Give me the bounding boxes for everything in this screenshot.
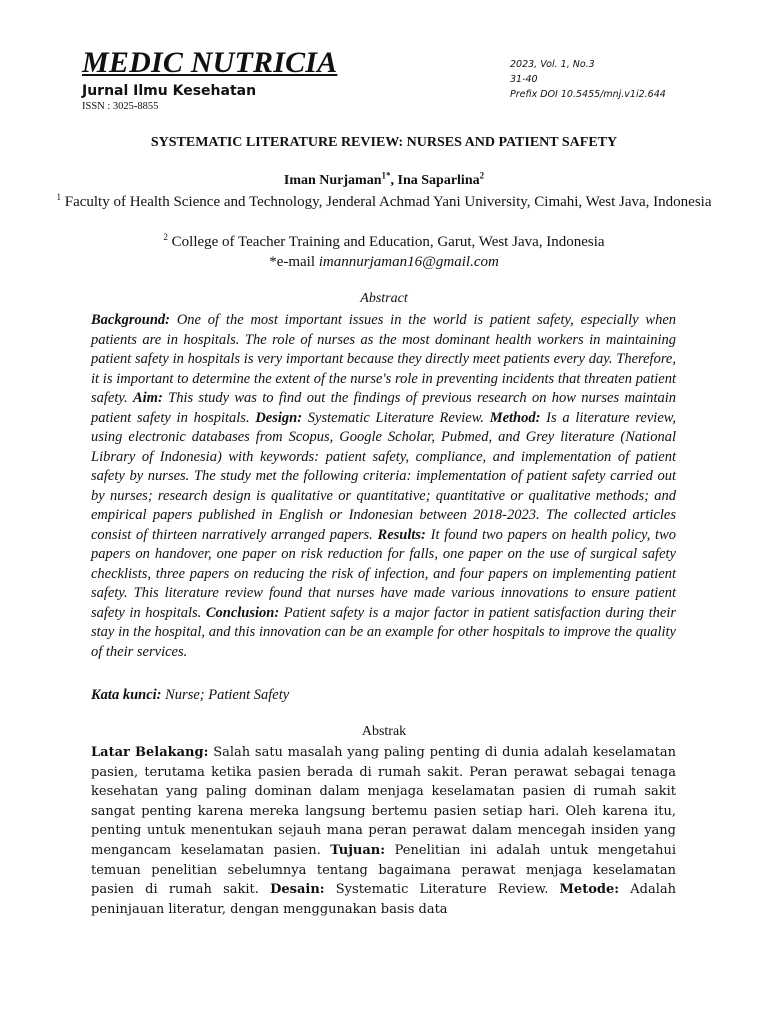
paper-title: SYSTEMATIC LITERATURE REVIEW: NURSES AND PATIENT SAFETY — [150, 135, 618, 150]
author-separator: , — [390, 173, 398, 188]
method-label: Method: — [489, 409, 541, 426]
keywords-text: Nurse; Patient Safety — [165, 687, 290, 703]
author-name: Ina Saparlina — [397, 173, 480, 188]
tujuan-text: Penelitian ini adalah untuk mengetahui temuan penelitian sebelumnya tentang bagaimana perawat menjaga keselamatan pasien di rumah sakit. — [91, 842, 676, 898]
issn: ISSN : 3025-8855 — [82, 101, 159, 112]
email-label: *e-mail — [269, 254, 316, 270]
conclusion-label: Conclusion: — [205, 604, 280, 621]
results-label: Results: — [377, 526, 426, 543]
desain-text: Systematic Literature Review. — [335, 882, 549, 898]
journal-subtitle: Jurnal Ilmu Kesehatan — [82, 83, 257, 99]
background-label: Background: — [91, 312, 170, 328]
affiliation-number: 1 — [56, 192, 61, 202]
metode-label: Metode: — [559, 882, 620, 898]
author-superscript: 1* — [381, 170, 391, 181]
volume-info: 2023, Vol. 1, No.3 — [510, 59, 595, 70]
email-address[interactable]: imannurjaman16@gmail.com — [318, 254, 499, 270]
doi-prefix: Prefix DOI 10.5455/mnj.v1i2.644 — [510, 89, 666, 100]
desain-label: Desain: — [270, 882, 325, 898]
abstract-indonesian — [91, 743, 676, 919]
latar-belakang-text: Salah satu masalah yang paling penting di dunia adalah keselamatan pasien, terutama ketika pasien berada di rumah sakit. Peran perawat sebagai tenaga kesehatan yang paling dominan dalam menjaga keselamatan pasien di rumah sakit sangat penting karena mereka langsung bertemu pasien setiap hari. Oleh karena itu, penting untuk menentukan sejauh mana peran perawat dalam mencegah insiden yang mengancam keselamatan pasien. — [91, 745, 677, 858]
affiliation-text: College of Teacher Training and Education, Garut, West Java, Indonesia — [171, 234, 605, 250]
aim-text: This study was to find out the findings of previous research on how nurses maintain patient safety in hospitals. — [91, 390, 677, 426]
journal-title: MEDIC NUTRICIA — [82, 46, 338, 79]
affiliation-text: Faculty of Health Science and Technology, Jenderal Achmad Yani University, Cimahi, West Java, Indonesia — [64, 194, 712, 210]
author-superscript: 2 — [479, 170, 485, 181]
email-line — [0, 252, 768, 272]
method-text: Is a literature review, using electronic databases from Scopus, Google Scholar, Pubmed, and Grey literature (National Library of Indonesia) with keywords: patient safety, compliance, and implementation of patient safety by nurses. The study met the following criteria: implementation of patient safety carried out by nurses; research design is qualitative or quantitative; quantitative or qualitative methods; and empirical papers published in English or Indonesian between 2018-2023. The collected articles consist of thirteen narratively arranged papers. — [91, 409, 676, 543]
abstract-english — [91, 311, 676, 662]
affiliation-2 — [0, 232, 768, 252]
affiliation-1 — [0, 192, 768, 212]
latar-belakang-label: Latar Belakang: — [91, 745, 209, 760]
author-line — [0, 170, 768, 189]
design-text: Systematic Literature Review. — [307, 409, 484, 426]
results-text: It found two papers on health policy, two papers on handover, one paper on risk reduction for falls, one paper on the use of surgical safety checklists, three papers on reducing the risk of infection, and four papers on implementing patient safety. This literature review found that nurses have made various innovations to ensure patient safety in hospitals. — [91, 526, 676, 621]
aim-label: Aim: — [132, 390, 163, 406]
abstract-heading: Abstract — [360, 291, 408, 306]
abstrak-heading: Abstrak — [361, 724, 407, 739]
tujuan-label: Tujuan: — [330, 842, 386, 858]
author-name: Iman Nurjaman — [283, 173, 382, 188]
publication-meta — [510, 57, 666, 102]
affiliation-number: 2 — [163, 232, 168, 242]
keywords — [91, 686, 289, 706]
background-text: One of the most important issues in the world is patient safety, especially when patients are in hospitals. The role of nurses as the most dominant health workers in maintaining patient safety in hospitals is very important because they directly meet patients every day. Therefore, it is important to determine the extent of the nurse's role in preventing incidents that threaten patient safety. — [91, 312, 677, 406]
keywords-label: Kata kunci: — [91, 687, 162, 703]
design-label: Design: — [255, 409, 303, 426]
page-range: 31-40 — [510, 74, 538, 85]
metode-text: Adalah peninjauan literatur, dengan menggunakan basis data — [91, 882, 676, 917]
conclusion-text: Patient safety is a major factor in patient satisfaction during their stay in the hospital, and this innovation can be an example for other hospitals to improve the quality of their services. — [91, 604, 677, 660]
